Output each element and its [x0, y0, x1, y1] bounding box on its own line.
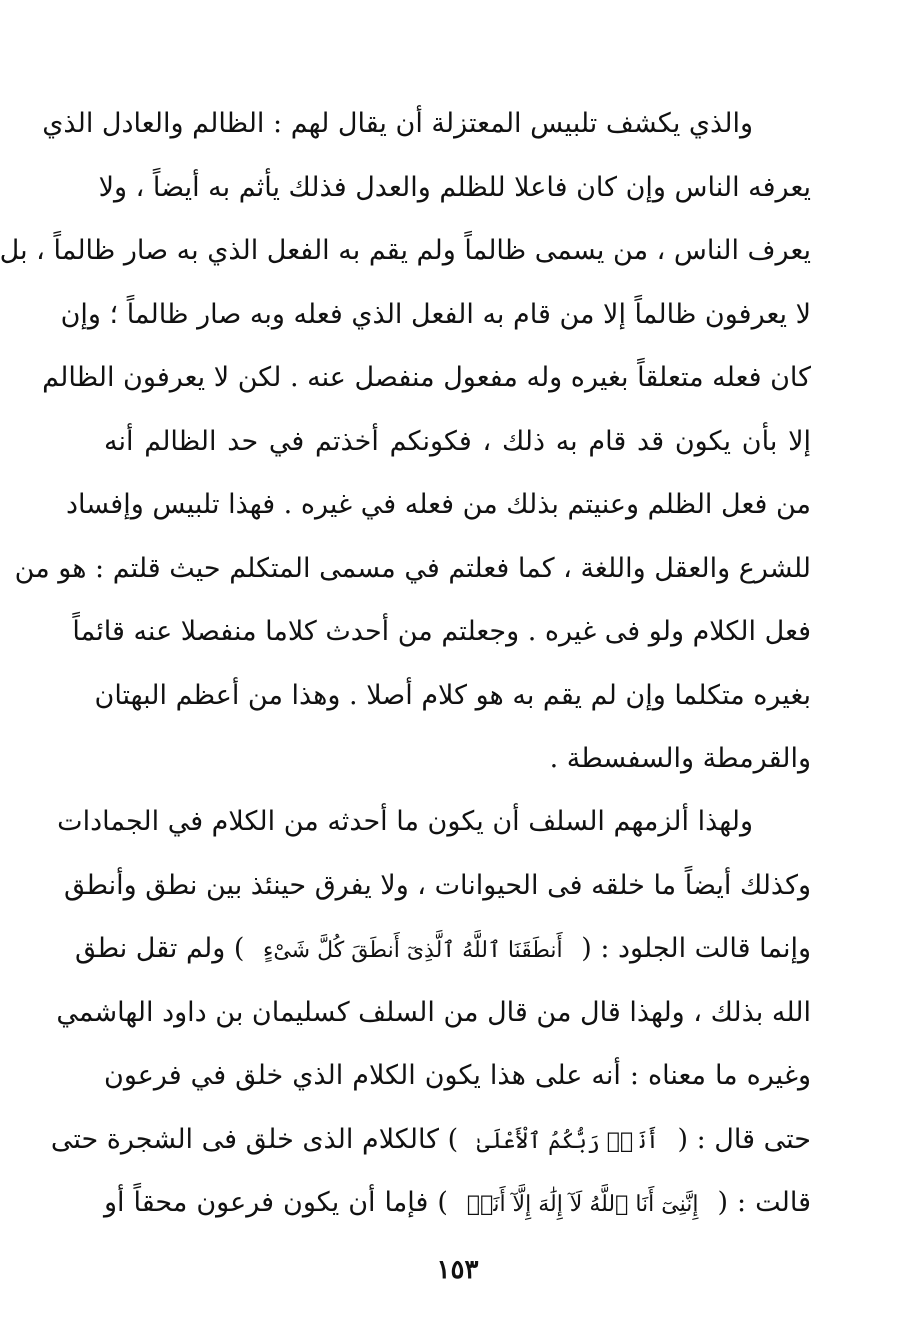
text-line: والقرمطة والسفسطة . [549, 743, 811, 774]
text-line: والذي يكشف تلبيس المعتزلة أن يقال لهم : الظالم والعادل الذي [42, 108, 753, 139]
paragraph-2 [50, 790, 812, 1235]
text-line: يعرف الناس ، من يسمى ظالماً ولم يقم به الفعل الذي به صار ظالماً ، بل [0, 235, 811, 266]
text-line [75, 917, 811, 981]
text-line: وكذلك أيضاً ما خلقه فى الحيوانات ، ولا يفرق حينئذ بين نطق وأنطق [63, 869, 811, 901]
text-line: إلا بأن يكون قد قام به ذلك ، فكونكم أخذتم في حد الظالم أنه [104, 425, 811, 457]
text-line: ولهذا ألزمهم السلف أن يكون ما أحدثه من الكلام في الجمادات [57, 806, 753, 837]
line-segment: حتى قال : ( [677, 1123, 811, 1155]
quran-verse: أَنطَقَنَا ٱللَّهُ ٱلَّذِىٓ أَنطَقَ كُلَّ شَىْءٍ [262, 938, 563, 963]
quran-verse: أَنَا۠ رَبُّكُمُ ٱلْأَعْلَىٰ [476, 1128, 659, 1154]
quran-verse: إِنَّنِىٓ أَنَا ٱللَّهُ لَآ إِلَٰهَ إِلَّآ أَنَا۠ [466, 1192, 699, 1217]
line-segment: ) ولم تقل نطق [75, 933, 245, 964]
text-line [50, 1108, 811, 1172]
line-segment: ) فإما أن يكون فرعون محقاً أو [104, 1187, 448, 1218]
text-line: يعرفه الناس وإن كان فاعلا للظلم والعدل فذلك يأثم به أيضاً ، ولا [98, 171, 811, 203]
text-line: للشرع والعقل واللغة ، كما فعلتم في مسمى المتكلم حيث قلتم : هو من [14, 552, 811, 584]
paragraph-1 [0, 92, 811, 791]
page-number: ١٥٣ [436, 1255, 479, 1285]
text-line: لا يعرفون ظالماً إلا من قام به الفعل الذي فعله وبه صار ظالماً ؛ وإن [60, 298, 811, 330]
line-segment: وإنما قالت الجلود : ( [581, 933, 811, 964]
line-segment: ) كالكلام الذى خلق فى الشجرة حتى [50, 1123, 459, 1155]
line-segment: قالت : ( [717, 1187, 812, 1218]
text-line: الله بذلك ، ولهذا قال من قال من السلف كسليمان بن داود الهاشمي [56, 996, 811, 1028]
text-line: وغيره ما معناه : أنه على هذا يكون الكلام الذي خلق في فرعون [104, 1060, 811, 1091]
text-line: فعل الكلام ولو فى غيره . وجعلتم من أحدث كلاما منفصلا عنه قائماً [72, 616, 811, 647]
text-line: كان فعله متعلقاً بغيره وله مفعول منفصل عنه . لكن لا يعرفون الظالم [42, 362, 811, 393]
text-line [104, 1171, 811, 1235]
text-line: بغيره متكلما وإن لم يقم به هو كلام أصلا . وهذا من أعظم البهتان [94, 679, 811, 711]
text-line: من فعل الظلم وعنيتم بذلك من فعله في غيره . فهذا تلبيس وإفساد [65, 489, 811, 520]
